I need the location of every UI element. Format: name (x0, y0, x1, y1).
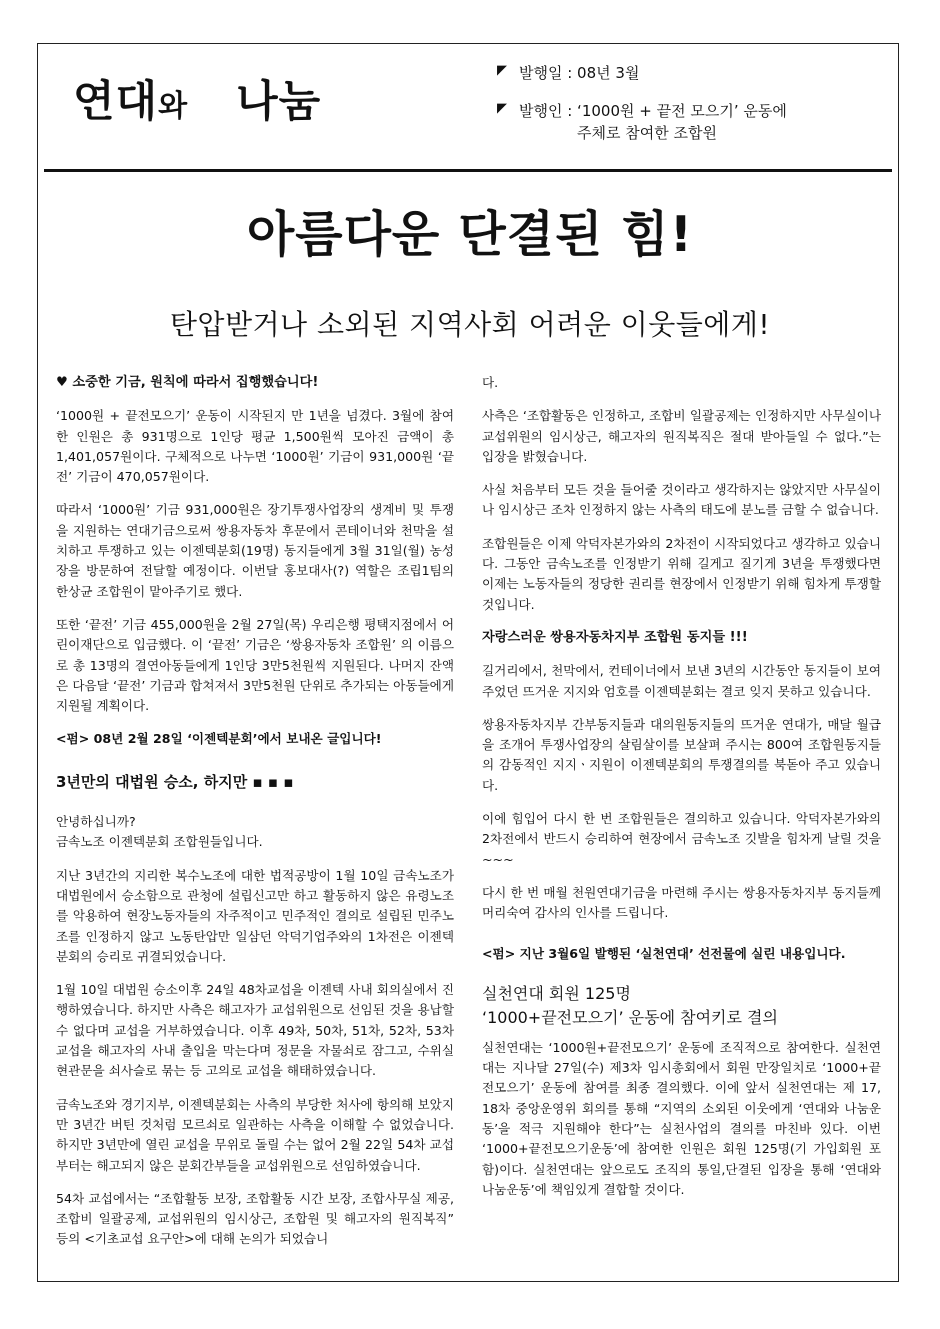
paragraph: 54차 교섭에서는 “조합활동 보장, 조합활동 시간 보장, 조합사무실 제공, 조합비 일괄공제, 교섭위원의 임시상근, 조합원 및 해고자의 원직복직” 등의 <기초교섭 요구안>에 대해 논의가 되었습니 (56, 1190, 454, 1247)
note-heading-silcheon: <펌> 지난 3월6일 발행된 ‘실천연대’ 선전물에 실린 내용입니다. (482, 945, 846, 961)
news-heading (482, 982, 881, 1030)
paragraph: ‘1000원 + 끝전모으기’ 운동이 시작된지 만 1년을 넘겼다. 3월에 참여한 인원은 총 931명으로 1인당 평균 1,500원씩 모아진 금액이 총 1,401,057원이다. 구체적으로 나누면 ‘1000원’ 기금이 931,000원 ‘끝전’ 기금이 470,057원이다. (56, 408, 454, 485)
paragraph: 금속노조와 경기지부, 이젠텍분회는 사측의 부당한 처사에 항의해 보았지만 3년간 버틴 것처럼 모르쇠로 일관하는 사측을 이해할 수 없었습니다. 하지만 3년만에 열린 교섭을 무위로 돌릴 수는 없어 2월 22일 54차 교섭부터는 해고되지 않은 분회간부들을 교섭위원으로 선임하였습니다. (56, 1096, 454, 1173)
masthead-title-part3: 나눔 (236, 77, 322, 127)
publisher-line1: 발행인 : ‘1000원 + 끝전 모으기’ 운동에 (519, 102, 787, 120)
publisher-line2: 주체로 참여한 조합원 (577, 124, 717, 142)
issue-info (497, 62, 887, 160)
publisher-line (497, 100, 887, 144)
right-column (482, 373, 881, 1213)
paragraph: 실천연대는 ‘1000원+끝전모으기’ 운동에 조직적으로 참여한다. 실천연대는 지나달 27일(수) 제3차 임시총회에서 회원 만장일치로 ‘1000+끝전모으기’ 운동에 참여를 최종 결의했다. 이에 앞서 실천연대는 제 17, 18차 중앙운영위 회의를 통해 “지역의 소외된 이웃에게 ‘연대와 나눔운동’을 적극 지원해야 한다”는 실천사업의 결의를 마친바 있다. 이번 ‘1000+끝전모으기운동’에 참여한 인원은 회원 125명(기 가입회원 포함)이다. 실천연대는 앞으로도 조직의 통일,단결된 입장을 통해 ‘연대와 나눔운동’에 책임있게 결합할 것이다. (482, 1039, 881, 1197)
news-heading-line2: ‘1000+끝전모으기’ 운동에 참여키로 결의 (482, 1007, 778, 1027)
issue-date: 발행일 : 08년 3월 (519, 64, 640, 82)
paragraph: 쌍용자동차지부 간부동지들과 대의원동지들의 뜨거운 연대가, 매달 월급을 조개어 투쟁사업장의 살림살이를 보살펴 주시는 800여 조합원동지들의 감동적인 지지ㆍ지원이 이젠텍분회의 투쟁결의를 북돋아 주고 있습니다. (482, 716, 881, 793)
masthead-title-part2: 와 (158, 89, 189, 124)
greeting-paragraph: 안녕하십니까? 금속노조 이젠텍분회 조합원들입니다. (56, 814, 263, 850)
triangle-marker-icon: ◤ (497, 101, 507, 116)
left-column (56, 373, 454, 1263)
paragraph: 다. (482, 375, 499, 390)
paragraph: 길거리에서, 천막에서, 컨테이너에서 보낸 3년의 시간동안 동지들이 보여주었던 뜨거운 지지와 엄호를 이젠텍분회는 결코 잊지 못하고 있습니다. (482, 663, 881, 699)
paragraph: 다시 한 번 매월 천원연대기금을 마련해 주시는 쌍용자동차지부 동지들께 머리숙여 감사의 인사를 드립니다. (482, 884, 881, 921)
subheadline: 탄압받거나 소외된 지역사회 어려운 이웃들에게! (169, 308, 771, 341)
issue-date-line (497, 62, 887, 84)
paragraph: 사실 처음부터 모든 것을 들어줄 것이라고 생각하지는 않았지만 사무실이나 임시상근 조차 인정하지 않는 사측의 태도에 분노를 금할 수 없습니다. (482, 482, 881, 518)
section-heading-fund: ♥ 소중한 기금, 원칙에 따라서 집행했습니다! (56, 375, 319, 390)
paragraph: 따라서 ‘1000원’ 기금 931,000원은 장기투쟁사업장의 생계비 및 투쟁을 지원하는 연대기금으로써 쌍용자동차 후문에서 콘테이너와 천막을 설치하고 투쟁하고 있는 이젠텍분회(19명) 동지들에게 3월 31일(월) 농성장을 방문하여 전달할 예정이다. 이번달 홍보대사(?) 역할은 조립1팀의 한상균 조합원이 맡아주기로 했다. (56, 502, 454, 599)
masthead-title (73, 68, 321, 129)
paragraph: 조합원들은 이제 악덕자본가와의 2차전이 시작되었다고 생각하고 있습니다. 그동안 금속노조를 인정받기 위해 길게고 질기게 3년을 투쟁했다면 이제는 노동자들의 정당한 권리를 현장에서 인정받기 위해 힘차게 투쟁할 것입니다. (482, 535, 881, 612)
section-heading-comrades: 자랑스러운 쌍용자동차지부 조합원 동지들 !!! (482, 629, 748, 645)
paragraph: 이에 힘입어 다시 한 번 조합원들은 결의하고 있습니다. 악덕자본가와의 2차전에서 반드시 승리하여 현장에서 금속노조 깃발을 힘차게 날릴 것을~~~ (482, 811, 881, 867)
paragraph: 사측은 ‘조합활동은 인정하고, 조합비 일괄공제는 인정하지만 사무실이나 교섭위원의 임시상근, 해고자의 원직복직은 절대 받아들일 수 없다.”는 입장을 밝혔습니다. (482, 408, 881, 464)
triangle-marker-icon: ◤ (497, 63, 507, 78)
note-heading-ezentech: <펌> 08년 2월 28일 ‘이젠텍분회’에서 보내온 글입니다! (56, 731, 382, 747)
masthead-title-part1: 연대 (73, 77, 159, 127)
header-divider (44, 169, 892, 172)
news-heading-line1: 실천연대 회원 125명 (482, 983, 631, 1003)
paragraph: 1월 10일 대법원 승소이후 24일 48차교섭을 이젠텍 사내 회의실에서 진행하였습니다. 하지만 사측은 해고자가 교섭위원으로 선임된 것을 용납할 수 없다며 교섭을 거부하였습니다. 이후 49차, 50차, 51차, 52차, 53차 교섭을 해고자의 사내 출입을 막는다며 정문을 자물쇠로 잠그고, 수위실 현관문을 쇠사슬로 묶는 등 고의로 교섭을 해태하였습니다. (56, 982, 454, 1079)
paragraph: 지난 3년간의 지리한 복수노조에 대한 법적공방이 1월 10일 금속노조가 대법원에서 승소함으로 관청에 설립신고만 하고 활동하지 않은 유령노조를 악용하여 현장노동자들의 자주적이고 민주적인 결의로 설립된 민주노조를 인정하지 않고 노동탄압만 일삼던 악덕기업주와의 1차전은 이젠텍분회의 승리로 귀결되었습니다. (56, 867, 454, 964)
paragraph: 또한 ‘끝전’ 기금 455,000원을 2월 27일(목) 우리은행 평택지점에서 어린이재단으로 입금했다. 이 ‘끝전’ 기금은 ‘쌍용자동차 조합원’ 의 이름으로 총 13명의 결연아동들에게 1인당 3만5천원씩 지원된다. 나머지 잔액은 다음달 ‘끝전’ 기금과 합쳐져서 3만5천원 단위로 추가되는 아동들에게 지원될 계획이다. (56, 616, 454, 714)
headline: 아름다운 단결된 힘! (246, 206, 694, 263)
section-heading-supreme-court: 3년만의 대법원 승소, 하지만 ▪ ▪ ▪ (56, 772, 294, 791)
